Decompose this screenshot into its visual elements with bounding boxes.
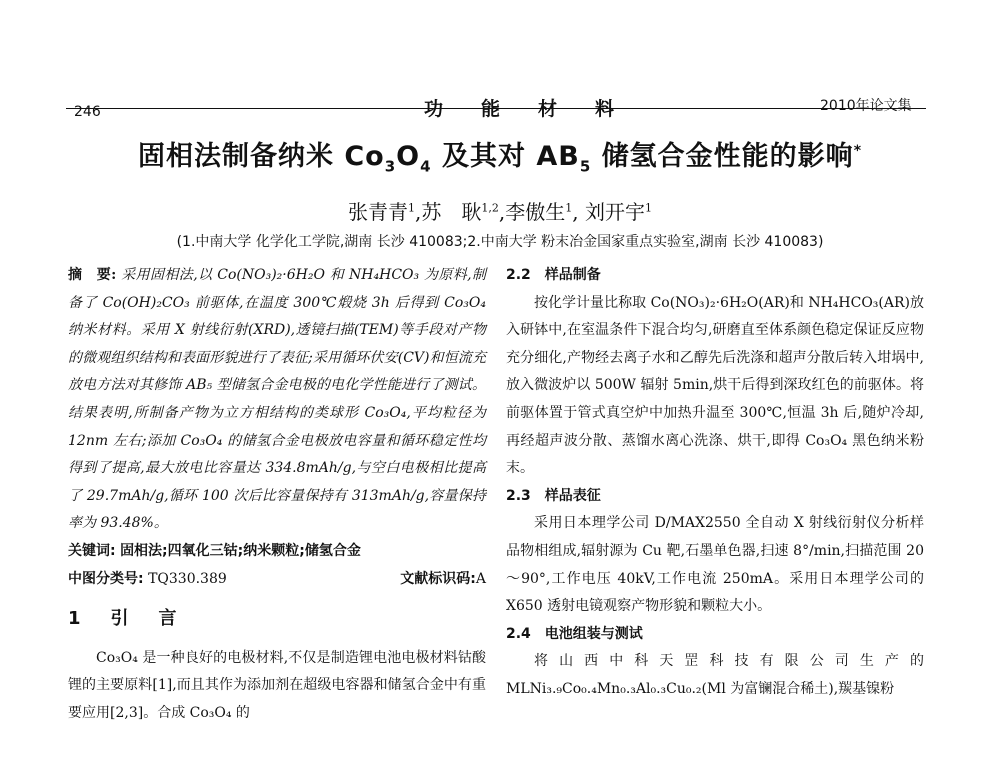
page-number: 246 [74, 104, 101, 120]
affiliations: (1.中南大学 化学化工学院,湖南 长沙 410083;2.中南大学 粉末冶金国家重点实验室,湖南 长沙 410083) [176, 234, 824, 250]
section-heading-2-3: 2.3 样品表征 [506, 487, 601, 504]
right-column [506, 262, 924, 704]
author-list: 张青青$^1$,苏 耿$^{1,2}$,李傲生$^1$, 刘开宇$^1$ [348, 200, 652, 224]
section-2-3-text: 采用日本理学公司 D/MAX2550 全自动 X 射线衍射仪分析样品物相组成,辐射源为 Cu 靶,石墨单色器,扫速 8°/min,扫描范围 20～90°,工作电压 40kV,工作电流 250mA。采用日本理学公司的 X650 透射电镜观察产物形貌和颗粒大小。 [506, 515, 924, 615]
author: 苏 耿 [421, 200, 482, 224]
paper-title: 固相法制备纳米 $Co_3O_4$ 及其对 $AB_5$ 储氢合金性能的影响* [137, 141, 863, 176]
keywords: 关键词: 固相法;四氧化三钴;纳米颗粒;储氢合金 [68, 542, 361, 559]
author: 李傲生 [505, 200, 566, 224]
left-column [68, 262, 486, 728]
author: 张青青 [348, 200, 409, 224]
header-rule [66, 108, 926, 109]
abstract-label: 摘 要: [68, 267, 117, 283]
section-2-2-text: 按化学计量比称取 Co(NO₃)₂·6H₂O(AR)和 NH₄HCO₃(AR)放入研钵中,在室温条件下混合均匀,研磨直至体系颜色稳定保证反应物充分细化,产物经去离子水和乙醇先后洗涤和超声分散后转入坩埚中,放入微波炉以 500W 辐射 5min,烘干后得到深玫红色的前驱体。将前驱体置于管式真空炉中加热升温至 300℃,恒温 3h 后,随炉冷却,再经超声波分散、蒸馏水离心洗涤、烘干,即得 Co₃O₄ 黑色纳米粉末。 [506, 294, 924, 477]
classification: 中图分类号: TQ330.389 文献标识码:A [68, 570, 486, 587]
abstract [68, 262, 486, 538]
issue-label: 2010年论文集 [820, 98, 912, 114]
section-heading-introduction: 1 引 言 [68, 608, 183, 630]
title-footnote-mark: * [853, 143, 863, 159]
journal-name: 功能材料 [424, 98, 653, 120]
section-heading-2-2: 2.2 样品制备 [506, 267, 601, 283]
introduction-text: Co₃O₄ 是一种良好的电极材料,不仅是制造锂电池电极材料钴酸锂的主要原料[1],而且其作为添加剂在超级电容器和储氢合金中有重要应用[2,3]。合成 Co₃O₄ 的 [68, 649, 486, 721]
abstract-text: 采用固相法,以 Co(NO₃)₂·6H₂O 和 NH₄HCO₃ 为原料,制备了 Co(OH)₂CO₃ 前驱体,在温度 300℃煅烧 3h 后得到 Co₃O₄ 纳米材料。采用 X 射线衍射(XRD),透镜扫描(TEM)等手段对产物的微观组织结构和表面形貌进行了表征;采用循环伏安(CV)和恒流充放电方法对其修饰 AB₅ 型储氢合金电极的电化学性能进行了测试。结果表明,所制备产物为立方相结构的类球形 Co₃O₄,平均粒径为 12nm 左右;添加 Co₃O₄ 的储氢合金电极放电容量和循环稳定性均得到了提高,最大放电比容量达 334.8mAh/g,与空白电极相比提高了 29.7mAh/g,循环 100 次后比容量保持有 313mAh/g,容量保持率为 93.48%。 [68, 267, 486, 532]
section-heading-2-4: 2.4 电池组装与测试 [506, 625, 643, 642]
author: 刘开宇 [584, 200, 645, 224]
section-2-4-text: 将山西中科天罡科技有限公司生产的 MLNi₃.₉Co₀.₄Mn₀.₃Al₀.₃Cu₀.₂(Ml 为富镧混合稀土),羰基镍粉 [506, 653, 924, 697]
